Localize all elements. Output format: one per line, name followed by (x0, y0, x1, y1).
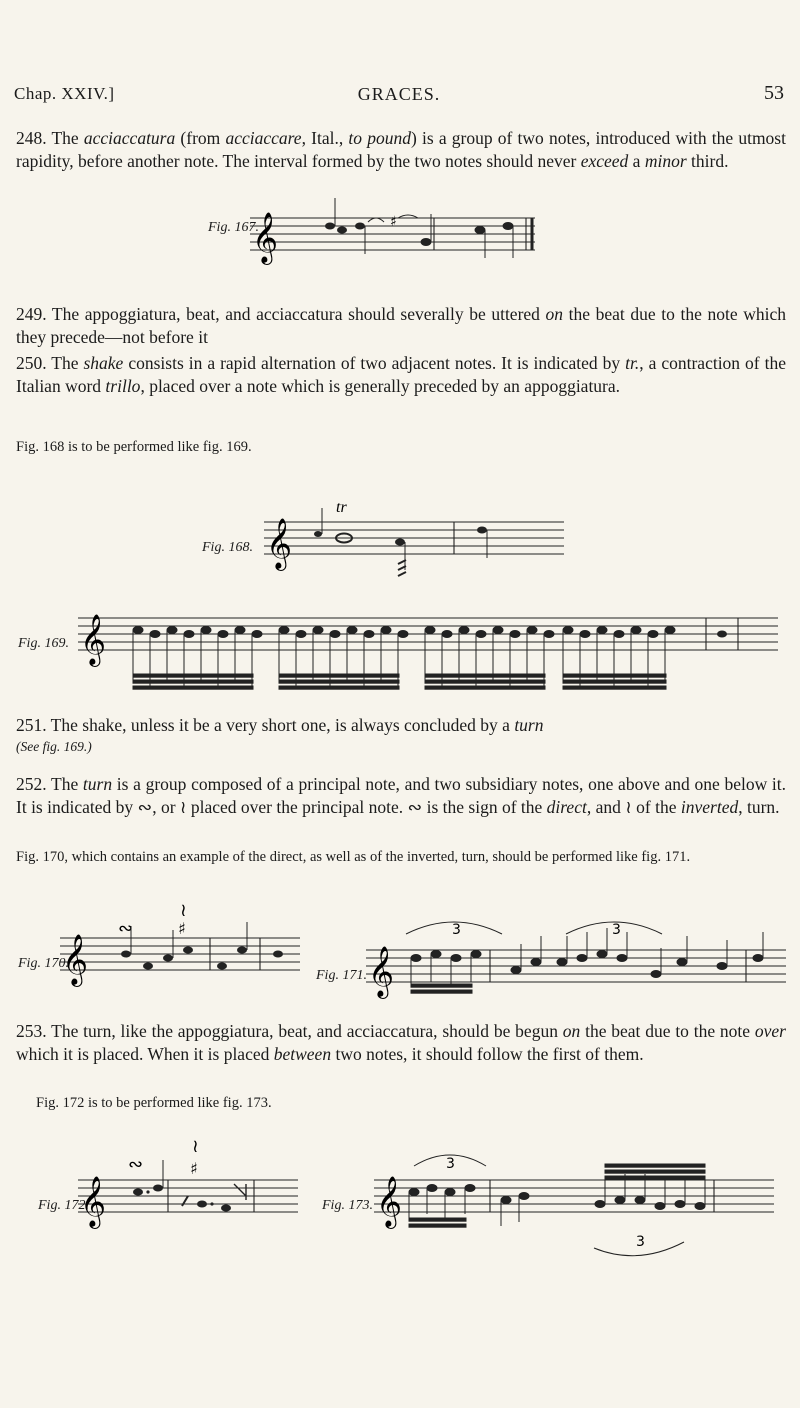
note-beam (279, 686, 399, 689)
note-head (465, 1185, 475, 1192)
note-head (510, 631, 520, 638)
svg-text:≀: ≀ (180, 900, 187, 921)
note-head (615, 1197, 625, 1204)
figure-171-label: Fig. 171. (316, 968, 367, 983)
svg-text:♯: ♯ (178, 919, 186, 938)
music-staff-167 (250, 194, 580, 274)
svg-text:𝄞: 𝄞 (62, 934, 89, 985)
svg-text:𝄞: 𝄞 (80, 1176, 107, 1227)
note-head (753, 955, 763, 962)
paragraph-253: 253. The turn, like the appoggiatura, beat, and acciaccatura, should be begun on the beat due to the note over which it is placed. When it is placed between two notes, it should follow the first of them. (16, 1021, 786, 1064)
svg-text:𝄞: 𝄞 (252, 212, 279, 263)
svg-text:≀: ≀ (192, 1136, 199, 1157)
note-head (577, 955, 587, 962)
music-staff-171 (366, 904, 800, 1014)
paragraph-252: 252. The turn is a group composed of a principal note, and two subsidiary notes, one above and one below it. It is indicated by ∾, or ≀ placed over the principal note. ∾ is the sign of the direct, and ≀ of the inverted, turn. (16, 774, 786, 817)
note-beam (605, 1164, 705, 1167)
note-head (313, 627, 323, 634)
figure-173-label: Fig. 173. (322, 1198, 373, 1213)
note-head (167, 627, 177, 634)
note-fig-168: Fig. 168 is to be performed like fig. 169. (16, 439, 252, 455)
note-head (563, 627, 573, 634)
note-head (651, 971, 661, 978)
note-head (409, 1189, 419, 1196)
note-beam (409, 1224, 466, 1227)
note-head (471, 951, 481, 958)
note-fig-172: Fig. 172 is to be performed like fig. 173. (36, 1095, 272, 1111)
see-fig-169: (See fig. 169.) (16, 739, 92, 754)
page-title: GRACES. (357, 84, 441, 104)
note-head (425, 627, 435, 634)
note-head (501, 1197, 511, 1204)
note-head (218, 631, 228, 638)
note-head (655, 1203, 665, 1210)
note-head (580, 631, 590, 638)
paragraph-248: 248. The acciaccatura (from acciaccare, Ital., to pound) is a group of two notes, introduced with the utmost rapidity, before another note. The interval formed by the two notes should never exceed a minor third. (16, 128, 786, 171)
note-head (201, 627, 211, 634)
note-head (347, 627, 357, 634)
svg-text:3: 3 (612, 922, 621, 938)
music-staff-172 (78, 1136, 318, 1240)
note-head (442, 631, 452, 638)
note-head (398, 631, 408, 638)
running-header (14, 84, 784, 108)
music-staff-168 (264, 498, 604, 588)
svg-text:∾: ∾ (128, 1154, 144, 1175)
note-beam (563, 686, 666, 689)
note-beam (409, 1218, 466, 1221)
figure-172-label: Fig. 172. (38, 1198, 89, 1213)
note-head (150, 631, 160, 638)
note-beam (425, 680, 545, 683)
note-head (544, 631, 554, 638)
note-head (451, 955, 461, 962)
note-head (431, 951, 441, 958)
note-head (557, 959, 567, 966)
svg-text:𝄞: 𝄞 (80, 614, 107, 665)
note-beam (425, 686, 545, 689)
chapter-label: Chap. XXIV.] (14, 84, 115, 103)
note-head (445, 1189, 455, 1196)
note-head (279, 627, 289, 634)
note-head (493, 627, 503, 634)
note-head (381, 627, 391, 634)
note-head (427, 1185, 437, 1192)
note-head (695, 1203, 705, 1210)
note-head (597, 627, 607, 634)
note-head (677, 959, 687, 966)
note-head (527, 627, 537, 634)
paragraph-250: 250. The shake consists in a rapid alternation of two adjacent notes. It is indicated by tr., a contraction of the Italian word trillo, placed over a note which is generally preceded by an appoggiatura. (16, 353, 786, 396)
note-head (665, 627, 675, 634)
note-beam (563, 680, 666, 683)
note-head (648, 631, 658, 638)
svg-text:𝄞: 𝄞 (266, 518, 293, 569)
note-beam (605, 1176, 705, 1179)
note-fig-170: Fig. 170, which contains an example of the direct, as well as of the inverted, turn, should be performed like fig. 171. (16, 849, 691, 865)
note-head (531, 959, 541, 966)
music-staff-169 (78, 594, 798, 694)
note-head (184, 631, 194, 638)
figure-169-label: Fig. 169. (18, 636, 69, 651)
note-head (364, 631, 374, 638)
note-beam (425, 674, 545, 677)
svg-text:3: 3 (452, 922, 461, 938)
note-head (519, 1193, 529, 1200)
music-staff-173 (374, 1140, 794, 1270)
svg-text:tr: tr (336, 499, 347, 516)
note-head (717, 963, 727, 970)
note-beam (605, 1170, 705, 1173)
svg-text:𝄞: 𝄞 (368, 946, 395, 997)
svg-text:3: 3 (636, 1234, 645, 1250)
note-head (252, 631, 262, 638)
note-beam (279, 680, 399, 683)
note-head (133, 627, 143, 634)
paragraph-249: 249. The appoggiatura, beat, and acciaccatura should severally be uttered on the beat due to the note which they precede—not before it (16, 304, 786, 347)
note-head (411, 955, 421, 962)
svg-text:3: 3 (446, 1156, 455, 1172)
figure-167-label: Fig. 167. (208, 220, 259, 235)
note-beam (563, 674, 666, 677)
note-head (235, 627, 245, 634)
note-head (330, 631, 340, 638)
note-head (511, 967, 521, 974)
note-head (476, 631, 486, 638)
svg-text:♯: ♯ (390, 214, 397, 230)
note-beam (279, 674, 399, 677)
note-head (459, 627, 469, 634)
figure-170-label: Fig. 170. (18, 956, 69, 971)
page-number: 53 (764, 82, 784, 104)
note-beam (411, 990, 472, 993)
svg-text:♯: ♯ (190, 1159, 198, 1178)
note-head (296, 631, 306, 638)
note-beam (411, 984, 472, 987)
note-beam (133, 674, 253, 677)
note-head (675, 1201, 685, 1208)
music-staff-170 (60, 900, 320, 1004)
note-head (617, 955, 627, 962)
note-beam (133, 686, 253, 689)
svg-text:∾: ∾ (118, 918, 134, 939)
svg-text:𝄞: 𝄞 (376, 1176, 403, 1227)
note-head (614, 631, 624, 638)
note-head (595, 1201, 605, 1208)
paragraph-251: 251. The shake, unless it be a very short one, is always concluded by a turn (16, 715, 544, 735)
note-head (631, 627, 641, 634)
note-head (635, 1197, 645, 1204)
figure-168-label: Fig. 168. (202, 540, 253, 555)
note-head (597, 951, 607, 958)
note-beam (133, 680, 253, 683)
